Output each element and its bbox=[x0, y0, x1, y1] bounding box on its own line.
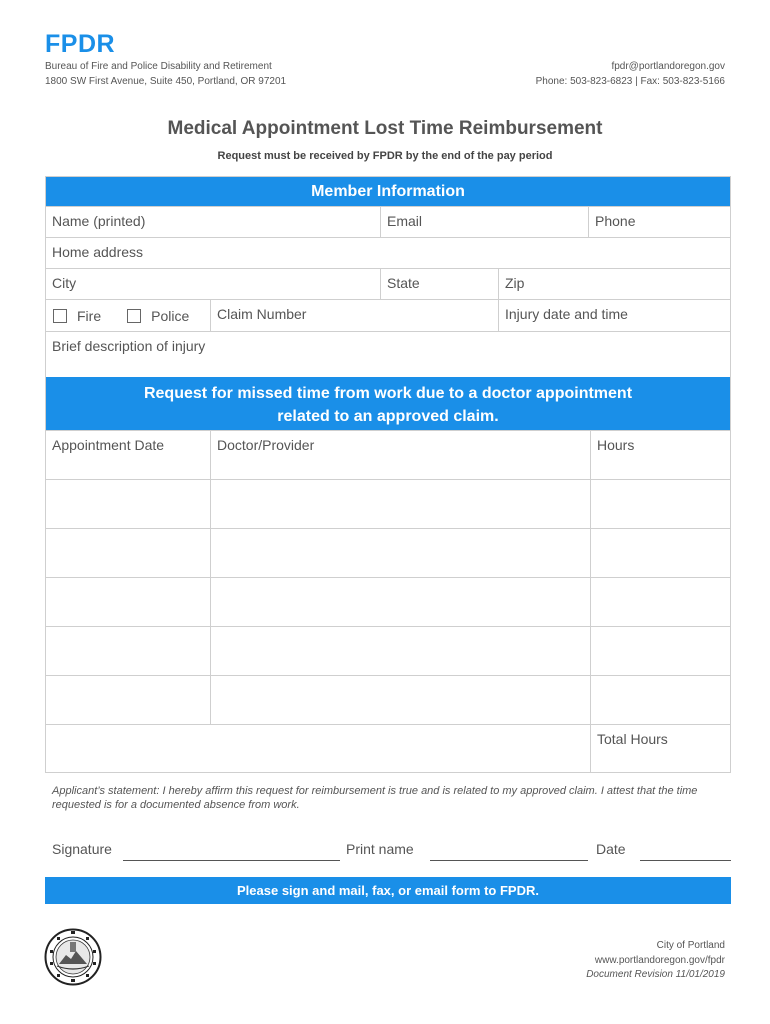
fpdr-logo: FPDR bbox=[45, 30, 116, 58]
request-heading bbox=[46, 377, 730, 430]
hours-cell[interactable] bbox=[590, 529, 730, 577]
doctor-provider-cell[interactable] bbox=[210, 480, 590, 528]
print-name-label: Print name bbox=[346, 841, 414, 857]
doctor-provider-cell[interactable] bbox=[210, 578, 590, 626]
mail-instruction-bar: Please sign and mail, fax, or email form to FPDR. bbox=[45, 877, 731, 904]
zip-field[interactable]: Zip bbox=[498, 269, 730, 299]
contact-phone-fax: Phone: 503-823-6823 | Fax: 503-823-5166 bbox=[535, 76, 725, 87]
name-row bbox=[46, 206, 730, 237]
injury-date-field[interactable]: Injury date and time bbox=[498, 300, 730, 331]
col-doctor-provider: Doctor/Provider bbox=[210, 431, 590, 479]
injury-description-field[interactable]: Brief description of injury bbox=[52, 338, 206, 354]
footer-url[interactable]: www.portlandoregon.gov/fpdr bbox=[594, 955, 725, 966]
appointment-row bbox=[46, 528, 730, 577]
city-field[interactable]: City bbox=[52, 275, 77, 291]
claim-row bbox=[46, 299, 730, 331]
home-address-field[interactable]: Home address bbox=[52, 244, 144, 260]
fire-label: Fire bbox=[77, 307, 102, 324]
hours-cell[interactable] bbox=[590, 480, 730, 528]
city-seal bbox=[44, 928, 102, 986]
appointment-row bbox=[46, 675, 730, 724]
department-checkboxes bbox=[46, 300, 210, 331]
total-hours-field[interactable]: Total Hours bbox=[590, 725, 730, 772]
total-spacer bbox=[46, 725, 590, 772]
signature-line[interactable] bbox=[123, 860, 340, 861]
fire-checkbox[interactable] bbox=[53, 309, 67, 323]
appointment-date-cell[interactable] bbox=[46, 480, 210, 528]
member-info-heading: Member Information bbox=[46, 177, 730, 206]
applicant-statement: Applicant’s statement: I hereby affirm this request for reimbursement is true and is related to my approved claim. I attest that the time requested is for a documented absence from work. bbox=[52, 785, 698, 811]
hours-cell[interactable] bbox=[590, 676, 730, 724]
doctor-provider-cell[interactable] bbox=[210, 676, 590, 724]
city-row bbox=[46, 268, 730, 299]
print-name-line[interactable] bbox=[430, 860, 588, 861]
total-hours-row bbox=[46, 724, 730, 772]
request-heading-line2: related to an approved claim. bbox=[277, 408, 499, 425]
date-line[interactable] bbox=[640, 860, 731, 861]
footer-city: City of Portland bbox=[656, 940, 725, 951]
bureau-address: 1800 SW First Avenue, Suite 450, Portland, OR 97201 bbox=[45, 76, 287, 87]
reimbursement-form bbox=[45, 176, 731, 773]
signature-label: Signature bbox=[52, 841, 112, 857]
appointment-row bbox=[46, 626, 730, 675]
col-hours: Hours bbox=[590, 431, 730, 479]
doctor-provider-cell[interactable] bbox=[210, 627, 590, 675]
appointment-date-cell[interactable] bbox=[46, 578, 210, 626]
col-appointment-date: Appointment Date bbox=[52, 437, 165, 453]
hours-cell[interactable] bbox=[590, 578, 730, 626]
hours-cell[interactable] bbox=[590, 627, 730, 675]
address-row bbox=[46, 237, 730, 268]
appointments-header-row bbox=[46, 430, 730, 479]
email-field[interactable]: Email bbox=[380, 207, 588, 237]
appointment-date-cell[interactable] bbox=[46, 627, 210, 675]
appointment-row bbox=[46, 479, 730, 528]
appointment-date-cell[interactable] bbox=[46, 529, 210, 577]
form-subtitle: Request must be received by FPDR by the end of the pay period bbox=[217, 150, 553, 162]
state-field[interactable]: State bbox=[380, 269, 498, 299]
police-label: Police bbox=[151, 307, 190, 324]
request-heading-line1: Request for missed time from work due to a doctor appointment bbox=[143, 385, 633, 402]
police-checkbox[interactable] bbox=[127, 309, 141, 323]
claim-number-field[interactable]: Claim Number bbox=[210, 300, 498, 331]
doctor-provider-cell[interactable] bbox=[210, 529, 590, 577]
name-field[interactable]: Name (printed) bbox=[52, 213, 146, 229]
document-revision: Document Revision 11/01/2019 bbox=[586, 969, 725, 980]
bureau-name: Bureau of Fire and Police Disability and Retirement bbox=[45, 61, 272, 72]
phone-field[interactable]: Phone bbox=[588, 207, 730, 237]
injury-row bbox=[46, 331, 730, 377]
appointment-date-cell[interactable] bbox=[46, 676, 210, 724]
appointment-row bbox=[46, 577, 730, 626]
date-label: Date bbox=[596, 841, 626, 857]
form-title: Medical Appointment Lost Time Reimbursement bbox=[167, 118, 603, 139]
contact-email: fpdr@portlandoregon.gov bbox=[611, 61, 725, 72]
